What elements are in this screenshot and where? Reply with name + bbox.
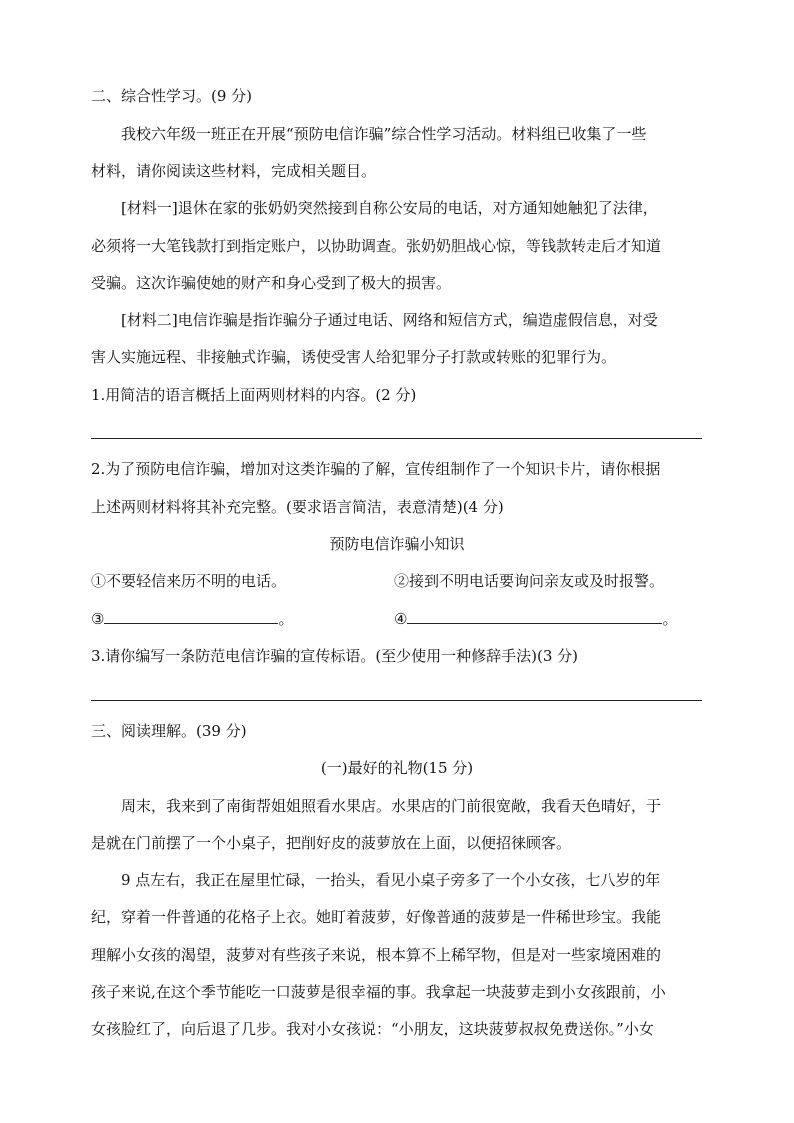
material-line: [材料一]退休在家的张奶奶突然接到自称公安局的电话，对方通知她触犯了法律，	[121, 199, 658, 217]
card-item-1: ①不要轻信来历不明的电话。	[91, 572, 287, 590]
intro-line: 我校六年级一班正在开展“预防电信诈骗”综合性学习活动。材料组已收集了一些	[121, 125, 647, 143]
question-3: 3.请你编写一条防范电信诈骗的宣传标语。(至少使用一种修辞手法)(3 分)	[91, 647, 579, 665]
card-item-4-marker: ④	[394, 610, 408, 628]
passage-line: 理解小女孩的渴望，菠萝对有些孩子来说，根本算不上稀罕物，但是对一些家境困难的	[91, 946, 662, 964]
passage-line: 周末，我来到了南街帮姐姐照看水果店。水果店的门前很宽敞，我看天色晴好，于	[121, 797, 662, 815]
answer-line[interactable]	[91, 700, 702, 701]
passage-title: (一)最好的礼物(15 分)	[320, 759, 474, 777]
question-1: 1.用简洁的语言概括上面两则材料的内容。(2 分)	[91, 386, 417, 404]
period: 。	[662, 610, 678, 628]
passage-line: 孩子来说,在这个季节能吃一口菠萝是很幸福的事。我拿起一块菠萝走到小女孩跟前，小	[91, 983, 666, 1001]
card-title: 预防电信诈骗小知识	[329, 535, 465, 553]
card-item-3	[91, 609, 293, 629]
question-2: 2.为了预防电信诈骗，增加对这类诈骗的了解，宣传组制作了一个知识卡片，请你根据	[91, 460, 661, 478]
material-line: 必须将一大笔钱款打到指定账户，以协助调查。张奶奶胆战心惊，等钱款转走后才知道	[91, 237, 662, 255]
answer-line[interactable]	[91, 438, 702, 439]
passage-line: 9 点左右，我正在屋里忙碌，一抬头，看见小桌子旁多了一个小女孩，七八岁的年	[121, 871, 661, 889]
intro-line: 材料，请你阅读这些材料，完成相关题目。	[91, 162, 377, 180]
period: 。	[278, 610, 294, 628]
card-item-2: ②接到不明电话要询问亲友或及时报警。	[394, 572, 665, 590]
card-item-4	[394, 609, 677, 629]
card-item-3-blank[interactable]	[104, 609, 278, 624]
passage-line: 纪，穿着一件普通的花格子上衣。她盯着菠萝，好像普通的菠萝是一件稀世珍宝。我能	[91, 908, 662, 926]
material-line: [材料二]电信诈骗是指诈骗分子通过电话、网络和短信方式，编造虚假信息，对受	[121, 311, 658, 329]
card-item-3-marker: ③	[91, 610, 105, 628]
passage-line: 是就在门前摆了一个小桌子，把削好皮的菠萝放在上面，以便招徕顾客。	[91, 834, 572, 852]
material-line: 害人实施远程、非接触式诈骗，诱使受害人给犯罪分子打款或转账的犯罪行为。	[91, 348, 617, 366]
question-2: 上述两则材料将其补充完整。(要求语言简洁，表意清楚)(4 分)	[91, 498, 504, 516]
section-heading: 三、阅读理解。(39 分)	[91, 722, 247, 740]
card-item-4-blank[interactable]	[407, 609, 662, 624]
material-line: 受骗。这次诈骗使她的财产和身心受到了极大的损害。	[91, 274, 452, 292]
passage-line: 女孩脸红了，向后退了几步。我对小女孩说：“小朋友，这块菠萝叔叔免费送你。”小女	[91, 1020, 654, 1038]
section-heading: 二、综合性学习。(9 分)	[91, 87, 253, 105]
